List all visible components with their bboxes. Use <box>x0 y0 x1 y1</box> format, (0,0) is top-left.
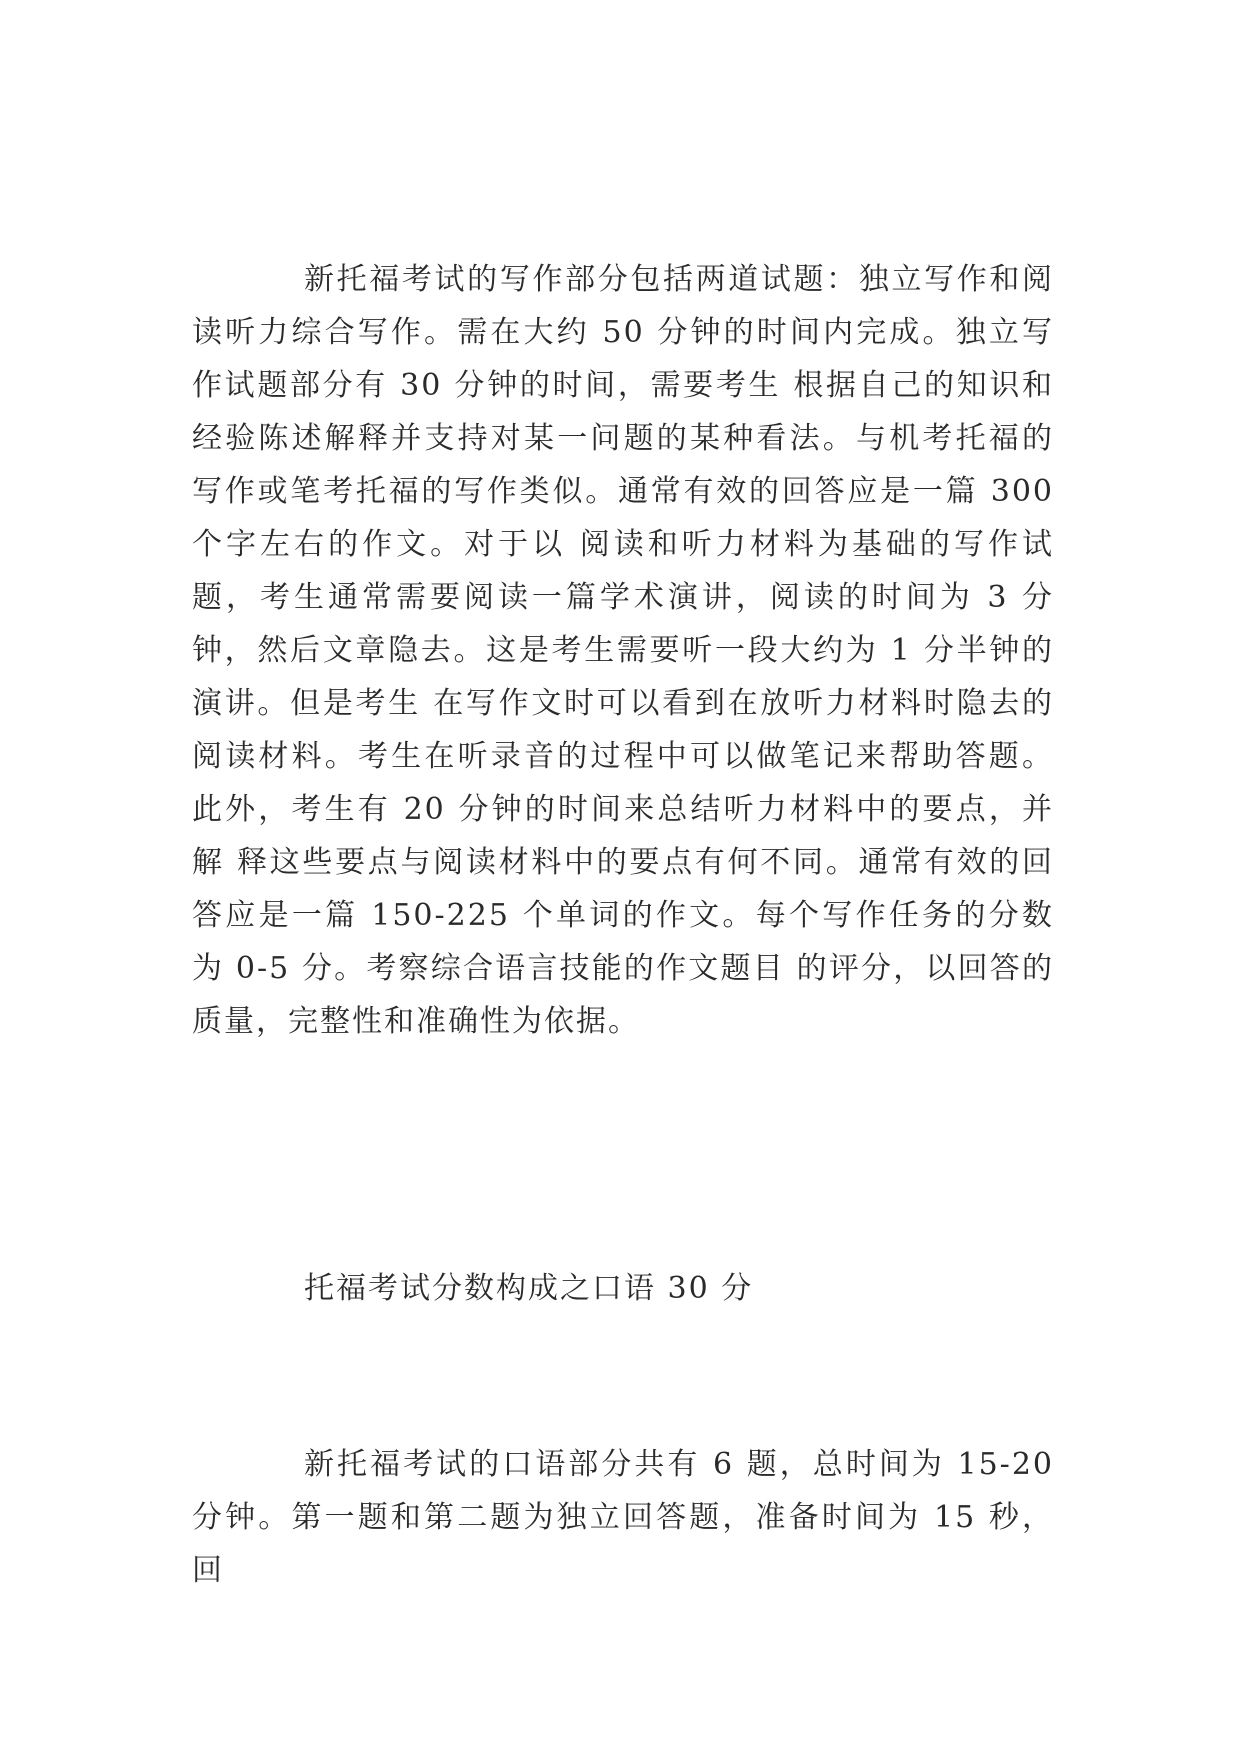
speaking-section-heading: 托福考试分数构成之口语 30 分 <box>304 1271 754 1306</box>
speaking-section-body <box>192 1438 1054 1597</box>
document-body <box>192 253 1054 1048</box>
writing-section-paragraph: 新托福考试的写作部分包括两道试题：独立写作和阅读听力综合写作。需在大约 50 分钟的时间内完成。独立写作试题部分有 30 分钟的时间，需要考生 根据自己的知识和经验陈述解释并支持对某一问题的某种看法。与机考托福的写作或笔考托福的写作类似。通常有效的回答应是一篇 300 个字左右的作文。对于以 阅读和听力材料为基础的写作试题，考生通常需要阅读一篇学术演讲，阅读的时间为 3 分钟，然后文章隐去。这是考生需要听一段大约为 1 分半钟的演讲。但是考生 在写作文时可以看到在放听力材料时隐去的阅读材料。考生在听录音的过程中可以做笔记来帮助答题。此外，考生有 20 分钟的时间来总结听力材料中的要点，并解 释这些要点与阅读材料中的要点有何不同。通常有效的回答应是一篇 150-225 个单词的作文。每个写作任务的分数为 0-5 分。考察综合语言技能的作文题目 的评分，以回答的质量，完整性和准确性为依据。 <box>192 262 1054 1039</box>
speaking-section-paragraph: 新托福考试的口语部分共有 6 题，总时间为 15-20 分钟。第一题和第二题为独立回答题，准备时间为 15 秒，回 <box>192 1447 1054 1588</box>
